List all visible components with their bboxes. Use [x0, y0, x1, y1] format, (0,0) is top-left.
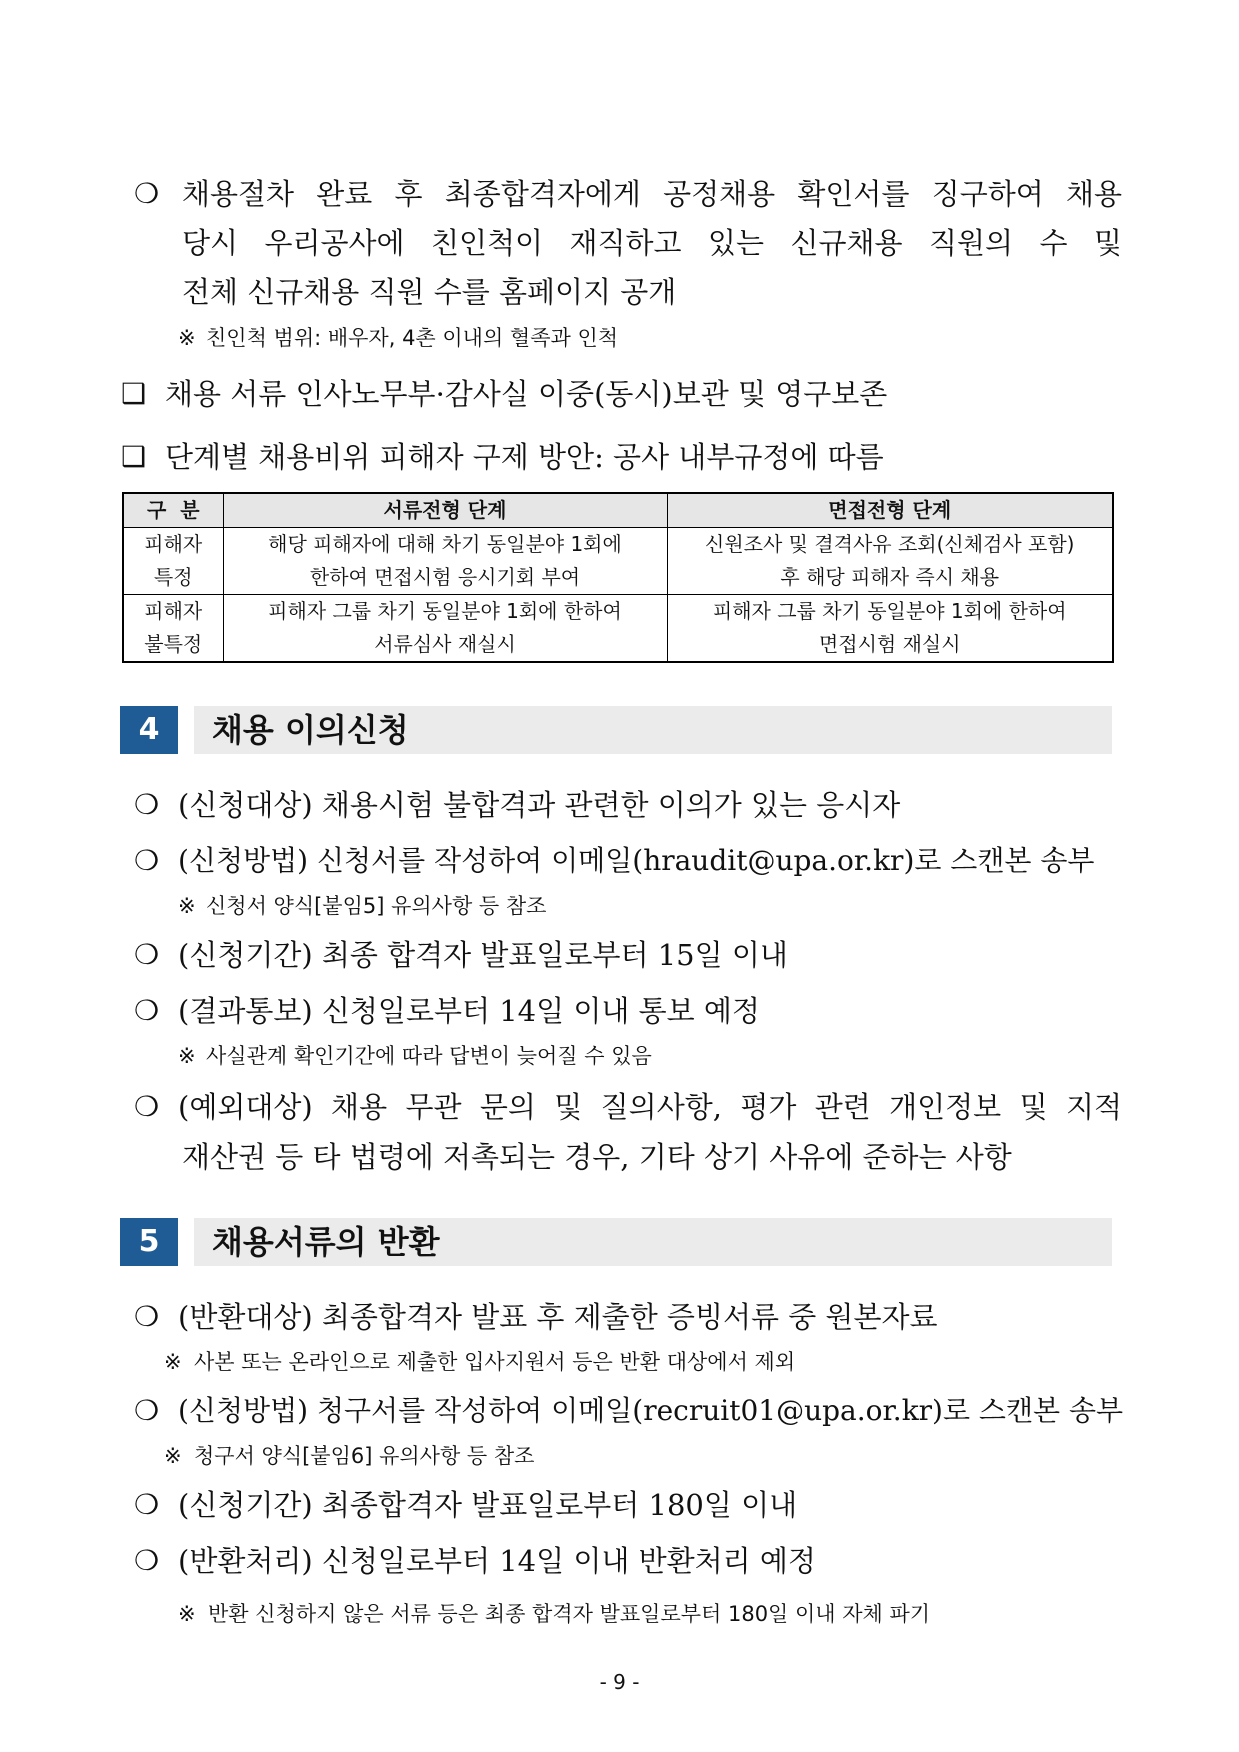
section5-item1: (반환대상) 최종합격자 발표 후 제출한 증빙서류 중 원본자료: [178, 1300, 938, 1334]
table-header-category: 구 분: [123, 493, 223, 528]
row2-label-line2: 불특정: [144, 632, 203, 656]
section4-title: 채용 이의신청: [194, 706, 1112, 754]
circle-bullet-icon: ❍: [134, 994, 160, 1027]
page-number: - 9 -: [599, 1670, 640, 1694]
table-header-document-stage: 서류전형 단계: [223, 493, 667, 528]
section4-item5-line1: (예외대상) 채용 무관 문의 및 질의사항, 평가 관련 개인정보 및 지적: [178, 1090, 1122, 1124]
square-bullet-icon: ❑: [121, 440, 147, 473]
section4-item4: (결과통보) 신청일로부터 14일 이내 통보 예정: [178, 994, 760, 1028]
circle-bullet-icon: ❍: [134, 844, 160, 877]
section4-item1: (신청대상) 채용시험 불합격과 관련한 이의가 있는 응시자: [178, 788, 901, 822]
row2-doc-line1: 피해자 그룹 차기 동일분야 1회에 한하여: [268, 599, 622, 623]
section4-note-after-4: 사실관계 확인기간에 따라 답변이 늦어질 수 있음: [206, 1044, 652, 1068]
circle-bullet-icon: ❍: [134, 1090, 160, 1123]
table-row: [123, 528, 1113, 595]
note-mark-icon: ※: [164, 1444, 182, 1468]
row1-label-line1: 피해자: [144, 532, 203, 556]
table-cell-interview: [667, 595, 1113, 663]
section5-title: 채용서류의 반환: [194, 1218, 1112, 1266]
table-cell-label: [123, 595, 223, 663]
section4-number-badge: 4: [120, 706, 178, 754]
table-cell-document: [223, 528, 667, 595]
victim-relief-table: [122, 492, 1114, 663]
row1-doc-line1: 해당 피해자에 대해 차기 동일분야 1회에: [268, 532, 622, 556]
note-mark-icon: ※: [164, 1350, 182, 1374]
note-mark-icon: ※: [178, 1602, 196, 1626]
circle-bullet-icon: ❍: [134, 938, 160, 971]
note-mark-icon: ※: [178, 326, 196, 350]
circle-bullet-icon: ❍: [134, 1488, 160, 1521]
table-cell-document: [223, 595, 667, 663]
section4-item2: (신청방법) 신청서를 작성하여 이메일(hraudit@upa.or.kr)로 스캔본 송부: [178, 844, 1095, 877]
section5-item4: (반환처리) 신청일로부터 14일 이내 반환처리 예정: [178, 1544, 816, 1578]
table-cell-label: [123, 528, 223, 595]
table-header-interview-stage: 면접전형 단계: [667, 493, 1113, 528]
row1-label-line2: 특정: [153, 565, 193, 589]
intro-square2: 단계별 채용비위 피해자 구제 방안: 공사 내부규정에 따름: [165, 440, 884, 474]
section4-note-after-2: 신청서 양식[붙임5] 유의사항 등 참조: [206, 894, 547, 918]
circle-bullet-icon: ❍: [134, 177, 160, 210]
section5-note-after-1: 사본 또는 온라인으로 제출한 입사지원서 등은 반환 대상에서 제외: [194, 1350, 796, 1374]
section4-item3: (신청기간) 최종 합격자 발표일로부터 15일 이내: [178, 938, 788, 972]
intro-note1: 친인척 범위: 배우자, 4촌 이내의 혈족과 인척: [206, 326, 619, 350]
row1-interview-line2: 후 해당 피해자 즉시 채용: [780, 565, 1000, 589]
row2-doc-line2: 서류심사 재실시: [374, 632, 516, 656]
row2-interview-line1: 피해자 그룹 차기 동일분야 1회에 한하여: [712, 599, 1067, 623]
section5-note-after-4: 반환 신청하지 않은 서류 등은 최종 합격자 발표일로부터 180일 이내 자체 파기: [208, 1602, 931, 1626]
circle-bullet-icon: ❍: [134, 1300, 160, 1333]
row1-doc-line2: 한하여 면접시험 응시기회 부여: [309, 565, 581, 589]
circle-bullet-icon: ❍: [134, 788, 160, 821]
row2-interview-line2: 면접시험 재실시: [818, 632, 961, 656]
circle-bullet-icon: ❍: [134, 1544, 160, 1577]
section5-number-badge: 5: [120, 1218, 178, 1266]
section5-note-after-2: 청구서 양식[붙임6] 유의사항 등 참조: [194, 1444, 535, 1468]
intro-bullet1-line2: 당시 우리공사에 친인척이 재직하고 있는 신규채용 직원의 수 및: [182, 226, 1122, 260]
note-mark-icon: ※: [178, 1044, 196, 1068]
intro-bullet1-line3: 전체 신규채용 직원 수를 홈페이지 공개: [182, 275, 677, 309]
row1-interview-line1: 신원조사 및 결격사유 조회(신체검사 포함): [705, 532, 1075, 556]
table-cell-interview: [667, 528, 1113, 595]
circle-bullet-icon: ❍: [134, 1394, 160, 1427]
square-bullet-icon: ❑: [121, 377, 147, 410]
intro-bullet1-line1: 채용절차 완료 후 최종합격자에게 공정채용 확인서를 징구하여 채용: [182, 177, 1122, 211]
intro-square1: 채용 서류 인사노무부·감사실 이중(동시)보관 및 영구보존: [165, 377, 888, 411]
note-mark-icon: ※: [178, 894, 196, 918]
row2-label-line1: 피해자: [144, 599, 203, 623]
section5-item3: (신청기간) 최종합격자 발표일로부터 180일 이내: [178, 1488, 798, 1522]
table-row: [123, 595, 1113, 663]
section4-item5-line2: 재산권 등 타 법령에 저촉되는 경우, 기타 상기 사유에 준하는 사항: [182, 1140, 1012, 1174]
section5-item2: (신청방법) 청구서를 작성하여 이메일(recruit01@upa.or.kr)로 스캔본 송부: [178, 1394, 1124, 1427]
